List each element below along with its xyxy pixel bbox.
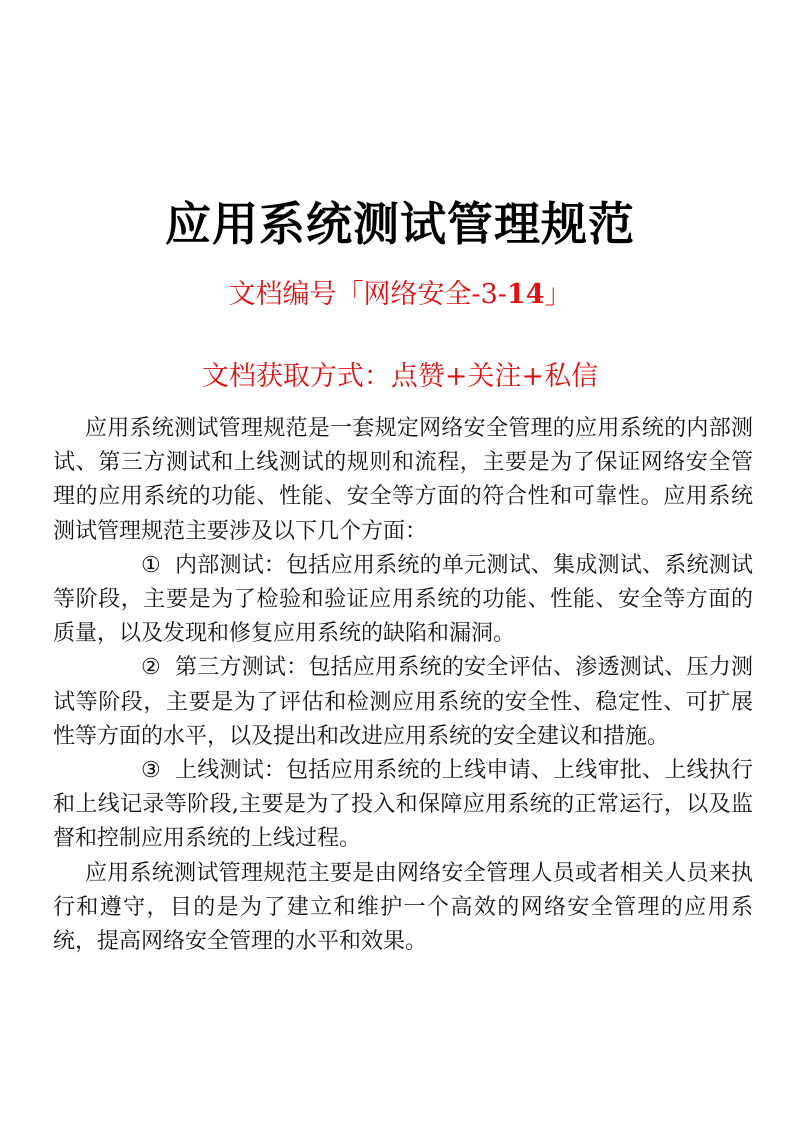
conclusion-paragraph: 应用系统测试管理规范主要是由网络安全管理人员或者相关人员来执行和遵守，目的是为了建立和维护一个高效的网络安全管理的应用系统，提高网络安全管理的水平和效果。: [53, 860, 753, 955]
document-number-prefix: 文档编号「网络安全-3-: [228, 279, 507, 310]
list-item-launch-testing: [53, 754, 753, 857]
intro-paragraph: 应用系统测试管理规范是一套规定网络安全管理的应用系统的内部测试、第三方测试和上线测试的规则和流程，主要是为了保证网络安全管理的应用系统的功能、性能、安全等方面的符合性和可靠性。应用系统测试管理规范主要涉及以下几个方面：: [53, 416, 753, 544]
list-item-internal-testing: [53, 549, 753, 652]
list-item-third-party-testing: [53, 651, 753, 754]
document-access-method: 文档获取方式：点赞+关注+私信: [201, 361, 599, 392]
list-item-marker: ②: [141, 655, 161, 681]
document-title: 应用系统测试管理规范: [165, 197, 635, 251]
list-item-marker: ③: [141, 758, 161, 784]
document-number: [0, 272, 800, 311]
list-item-text: 第三方测试：包括应用系统的安全评估、渗透测试、压力测试等阶段，主要是为了评估和检测应用系统的安全性、稳定性、可扩展性等方面的水平，以及提出和改进应用系统的安全建议和措施。: [53, 655, 753, 749]
document-number-value: 14: [506, 279, 545, 310]
document-body: [53, 412, 753, 959]
document-number-suffix: 」: [544, 279, 572, 310]
list-item-text: 上线测试：包括应用系统的上线申请、上线审批、上线执行和上线记录等阶段,主要是为了投入和保障应用系统的正常运行，以及监督和控制应用系统的上线过程。: [53, 758, 753, 852]
list-item-text: 内部测试：包括应用系统的单元测试、集成测试、系统测试等阶段，主要是为了检验和验证应用系统的功能、性能、安全等方面的质量，以及发现和修复应用系统的缺陷和漏洞。: [53, 552, 753, 647]
list-item-marker: ①: [141, 552, 161, 578]
